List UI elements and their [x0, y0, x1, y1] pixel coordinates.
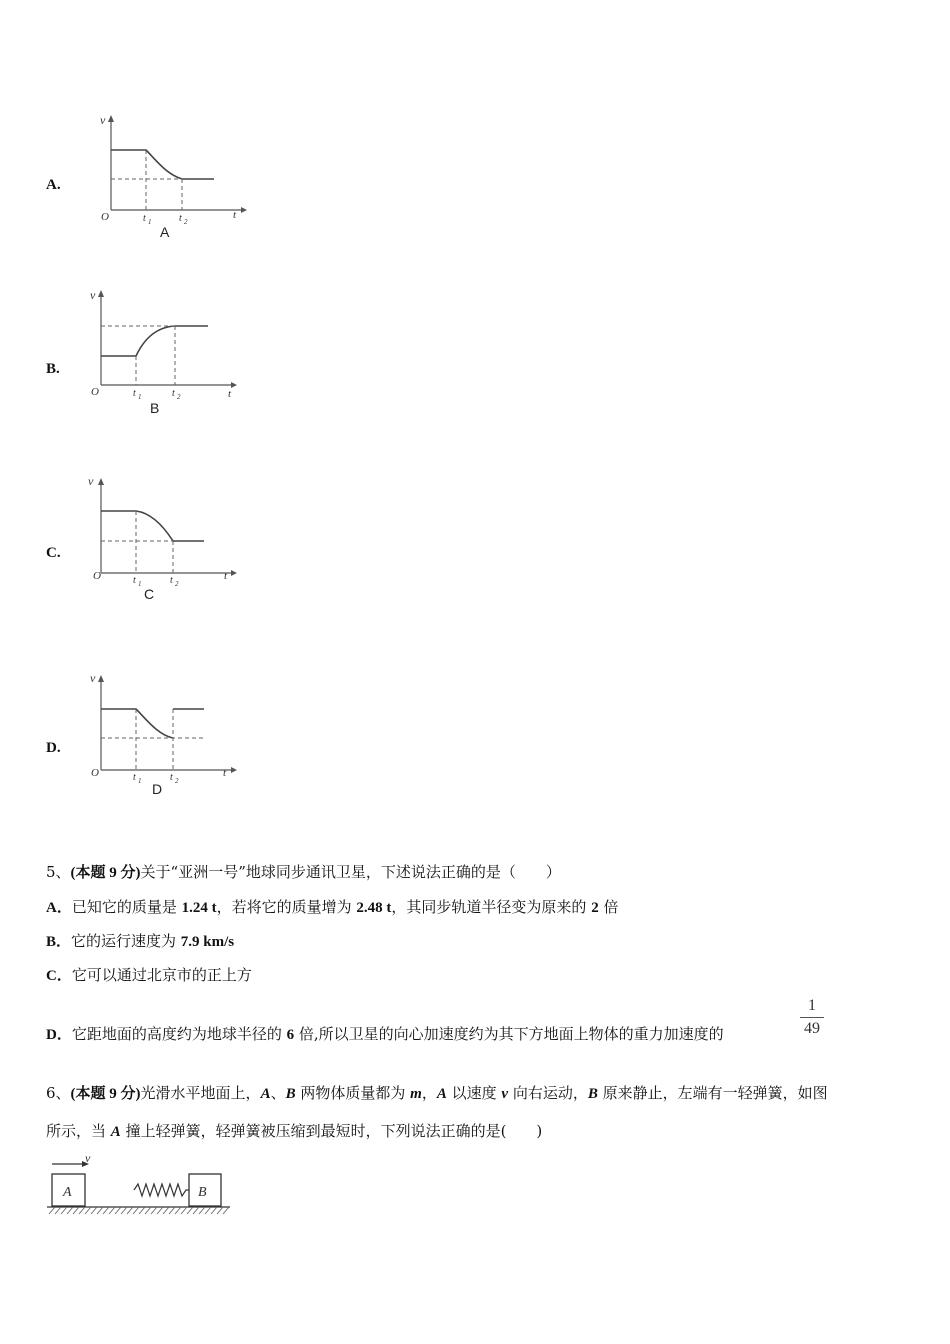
svg-text:v: v [90, 671, 96, 685]
svg-text:O: O [101, 211, 109, 223]
q5-option-d: D．它距地面的高度约为地球半径的 6 倍,所以卫星的向心加速度约为其下方地面上物体的重力加速度的 [46, 1025, 724, 1043]
svg-text:C: C [144, 586, 155, 602]
ground-hatching [49, 1207, 229, 1214]
svg-text:t: t [170, 772, 173, 783]
velocity-curve [101, 326, 208, 356]
svg-text:t: t [133, 772, 136, 783]
svg-text:D: D [152, 781, 163, 797]
svg-text:2: 2 [175, 777, 179, 785]
velocity-curve [101, 709, 173, 738]
velocity-curve [101, 511, 204, 541]
option-a-label: A. [46, 177, 61, 193]
svg-text:1: 1 [148, 218, 152, 226]
svg-text:1: 1 [138, 393, 142, 401]
svg-text:1: 1 [138, 777, 142, 785]
svg-text:A: A [160, 224, 170, 240]
svg-text:2: 2 [177, 393, 181, 401]
collision-figure [44, 1150, 244, 1220]
svg-text:v: v [85, 1151, 91, 1165]
svg-text:t: t [228, 388, 232, 400]
svg-text:B: B [150, 400, 160, 416]
svg-text:t: t [133, 388, 136, 399]
option-c-label: C. [46, 545, 61, 561]
svg-text:t: t [172, 388, 175, 399]
svg-text:1: 1 [138, 580, 142, 588]
graph-a [96, 112, 256, 242]
spring [134, 1184, 189, 1196]
graph-c [86, 475, 246, 605]
svg-text:A: A [63, 1185, 72, 1200]
q5-option-a: A．已知它的质量是 1.24 t，若将它的质量增为 2.48 t，其同步轨道半径变为原来的 2 倍 [46, 898, 619, 916]
svg-text:O: O [91, 767, 99, 779]
velocity-curve [111, 150, 214, 179]
svg-text:t: t [179, 213, 182, 224]
svg-text:v: v [100, 113, 106, 127]
graph-d [86, 672, 246, 802]
svg-text:2: 2 [175, 580, 179, 588]
svg-text:O: O [93, 570, 101, 582]
svg-text:O: O [91, 386, 99, 398]
svg-text:v: v [88, 474, 94, 488]
option-b-label: B. [46, 361, 60, 377]
svg-text:t: t [143, 213, 146, 224]
graph-b [86, 287, 246, 417]
q5-stem: 5、(本题 9 分)关于“亚洲一号”地球同步通讯卫星，下述说法正确的是（ ） [46, 863, 561, 881]
q6-stem-line2: 所示，当 A 撞上轻弹簧，轻弹簧被压缩到最短时，下列说法正确的是( ) [46, 1122, 543, 1140]
svg-text:2: 2 [184, 218, 188, 226]
svg-text:t: t [223, 767, 227, 779]
svg-text:t: t [233, 209, 237, 221]
option-d-label: D. [46, 740, 61, 756]
svg-text:v: v [90, 288, 96, 302]
svg-text:B: B [198, 1185, 207, 1200]
q6-stem-line1: 6、(本题 9 分)光滑水平地面上，A、B 两物体质量都为 m，A 以速度 v 向右运动，B 原来静止，左端有一轻弹簧，如图 [46, 1084, 828, 1102]
svg-text:t: t [170, 575, 173, 586]
fraction-1-49: 1 49 [800, 996, 824, 1039]
q5-option-c: C．它可以通过北京市的正上方 [46, 966, 252, 984]
svg-text:t: t [224, 570, 228, 582]
q5-option-b: B．它的运行速度为 7.9 km/s [46, 932, 235, 950]
svg-text:t: t [133, 575, 136, 586]
